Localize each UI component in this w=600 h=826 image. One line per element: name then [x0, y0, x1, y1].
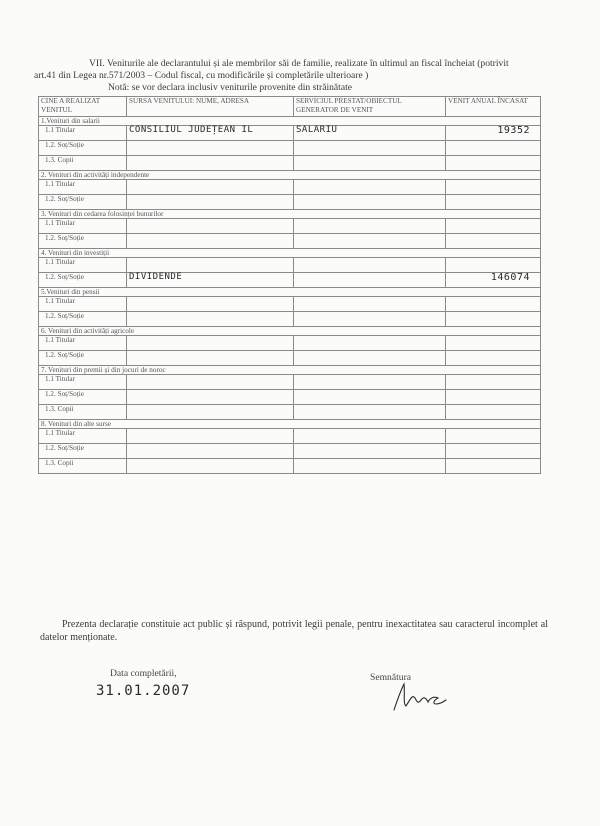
service-cell	[294, 444, 446, 459]
service-cell	[294, 234, 446, 249]
amount-cell	[446, 273, 541, 288]
section-title: 5.Venituri din pensii	[39, 288, 541, 297]
row-label: 1.3. Copii	[39, 156, 127, 171]
table-row	[39, 336, 541, 351]
row-label: 1.2. Soț/Soție	[39, 351, 127, 366]
amount-cell	[446, 219, 541, 234]
heading-line-1: VII. Veniturile ale declarantului și ale membrilor săi de familie, realizate în ultimul an fiscal încheiat (potrivit	[89, 58, 509, 69]
row-label: 1.1 Titular	[39, 219, 127, 234]
section-row	[39, 210, 541, 219]
table-row	[39, 297, 541, 312]
row-label: 1.1 Titular	[39, 336, 127, 351]
amount-cell	[446, 405, 541, 420]
header-amount: VENIT ANUAL ÎNCASAT	[446, 97, 541, 117]
amount-cell	[446, 375, 541, 390]
row-label: 1.2. Soț/Soție	[39, 312, 127, 327]
row-label: 1.2. Soț/Soție	[39, 141, 127, 156]
service-cell	[294, 390, 446, 405]
amount-cell	[446, 297, 541, 312]
row-label: 1.2. Soț/Soție	[39, 234, 127, 249]
table-header-row	[39, 97, 541, 117]
section-title: 7. Venituri din premii și din jocuri de noroc	[39, 366, 541, 375]
income-source-cell	[127, 405, 294, 420]
income-source-cell	[127, 195, 294, 210]
service-cell	[294, 459, 446, 474]
table-row	[39, 444, 541, 459]
service-cell	[294, 405, 446, 420]
section-row	[39, 288, 541, 297]
service-cell	[294, 219, 446, 234]
row-label: 1.1 Titular	[39, 429, 127, 444]
amount-cell	[446, 312, 541, 327]
income-source-cell	[127, 180, 294, 195]
income-source-cell	[127, 459, 294, 474]
table-row	[39, 273, 541, 288]
service-cell	[294, 312, 446, 327]
income-source-cell	[127, 336, 294, 351]
income-source-value: DIVIDENDE	[129, 272, 183, 282]
row-label: 1.1 Titular	[39, 297, 127, 312]
row-label: 1.1 Titular	[39, 180, 127, 195]
amount-value: 146074	[490, 272, 530, 283]
table-row	[39, 312, 541, 327]
header-source: SURSA VENITULUI: NUME, ADRESA	[127, 97, 294, 117]
service-cell	[294, 258, 446, 273]
amount-cell	[446, 444, 541, 459]
table-row	[39, 351, 541, 366]
header-who: CINE A REALIZAT VENITUL	[39, 97, 127, 117]
section-heading	[34, 58, 564, 94]
income-source-cell	[127, 141, 294, 156]
income-source-cell	[127, 126, 294, 141]
income-source-cell	[127, 429, 294, 444]
heading-note: Notă: se vor declara inclusiv veniturile provenite din străinătate	[108, 82, 353, 93]
section-title: 2. Venituri din activități independente	[39, 171, 541, 180]
section-title: 3. Venituri din cedarea folosinței bunurilor	[39, 210, 541, 219]
income-source-cell	[127, 234, 294, 249]
service-cell	[294, 375, 446, 390]
section-title: 8. Venituri din alte surse	[39, 420, 541, 429]
row-label: 1.2. Soț/Soție	[39, 195, 127, 210]
income-source-cell	[127, 312, 294, 327]
table-row	[39, 126, 541, 141]
service-cell	[294, 297, 446, 312]
income-source-cell	[127, 444, 294, 459]
row-label: 1.1 Titular	[39, 126, 127, 141]
service-value: SALARIU	[296, 125, 338, 135]
income-source-cell	[127, 351, 294, 366]
income-source-cell	[127, 375, 294, 390]
service-cell	[294, 156, 446, 171]
date-value: 31.01.2007	[96, 683, 191, 699]
service-cell	[294, 273, 446, 288]
amount-cell	[446, 156, 541, 171]
row-label: 1.1 Titular	[39, 375, 127, 390]
header-service: SERVICIUL PRESTAT/OBIECTUL GENERATOR DE VENIT	[294, 97, 446, 117]
income-source-cell	[127, 390, 294, 405]
income-source-cell	[127, 219, 294, 234]
row-label: 1.1 Titular	[39, 258, 127, 273]
amount-cell	[446, 195, 541, 210]
amount-cell	[446, 258, 541, 273]
amount-cell	[446, 390, 541, 405]
table-row	[39, 234, 541, 249]
table-row	[39, 258, 541, 273]
table-row	[39, 405, 541, 420]
section-title: 6. Venituri din activități agricole	[39, 327, 541, 336]
table-row	[39, 141, 541, 156]
amount-cell	[446, 141, 541, 156]
service-cell	[294, 126, 446, 141]
amount-cell	[446, 234, 541, 249]
income-source-cell	[127, 156, 294, 171]
row-label: 1.2. Soț/Soție	[39, 273, 127, 288]
section-row	[39, 366, 541, 375]
row-label: 1.2. Soț/Soție	[39, 444, 127, 459]
service-cell	[294, 141, 446, 156]
handwritten-signature	[388, 676, 448, 716]
table-row	[39, 180, 541, 195]
signature-label: Semnătura	[370, 672, 412, 683]
row-label: 1.3. Copii	[39, 459, 127, 474]
table-row	[39, 219, 541, 234]
row-label: 1.3. Copii	[39, 405, 127, 420]
section-row	[39, 327, 541, 336]
amount-cell	[446, 336, 541, 351]
table-row	[39, 429, 541, 444]
statement-text: Prezenta declarație constituie act public și răspund, potrivit legii penale, pentru inexactitatea sau caracterul incomplet al datelor menționate.	[40, 619, 548, 643]
income-source-cell	[127, 297, 294, 312]
amount-cell	[446, 351, 541, 366]
table-row	[39, 459, 541, 474]
amount-cell	[446, 429, 541, 444]
service-cell	[294, 195, 446, 210]
amount-value: 19352	[497, 125, 530, 136]
table-row	[39, 390, 541, 405]
income-table	[38, 96, 541, 474]
service-cell	[294, 429, 446, 444]
heading-line-2: art.41 din Legea nr.571/2003 – Codul fiscal, cu modificările și completările ulterioare )	[34, 70, 369, 81]
service-cell	[294, 351, 446, 366]
amount-cell	[446, 126, 541, 141]
table-row	[39, 375, 541, 390]
table-row	[39, 156, 541, 171]
date-label: Data completării,	[110, 668, 177, 679]
section-title: 1.Venituri din salarii	[39, 117, 541, 126]
section-row	[39, 420, 541, 429]
service-cell	[294, 180, 446, 195]
amount-cell	[446, 180, 541, 195]
table-row	[39, 195, 541, 210]
declaration-statement	[40, 618, 548, 644]
income-table-body	[39, 117, 541, 474]
section-title: 4. Venituri din investiții	[39, 249, 541, 258]
income-source-value: CONSILIUL JUDEȚEAN IL	[129, 125, 254, 135]
amount-cell	[446, 459, 541, 474]
section-row	[39, 171, 541, 180]
section-row	[39, 117, 541, 126]
row-label: 1.2. Soț/Soție	[39, 390, 127, 405]
income-source-cell	[127, 273, 294, 288]
section-row	[39, 249, 541, 258]
service-cell	[294, 336, 446, 351]
income-source-cell	[127, 258, 294, 273]
